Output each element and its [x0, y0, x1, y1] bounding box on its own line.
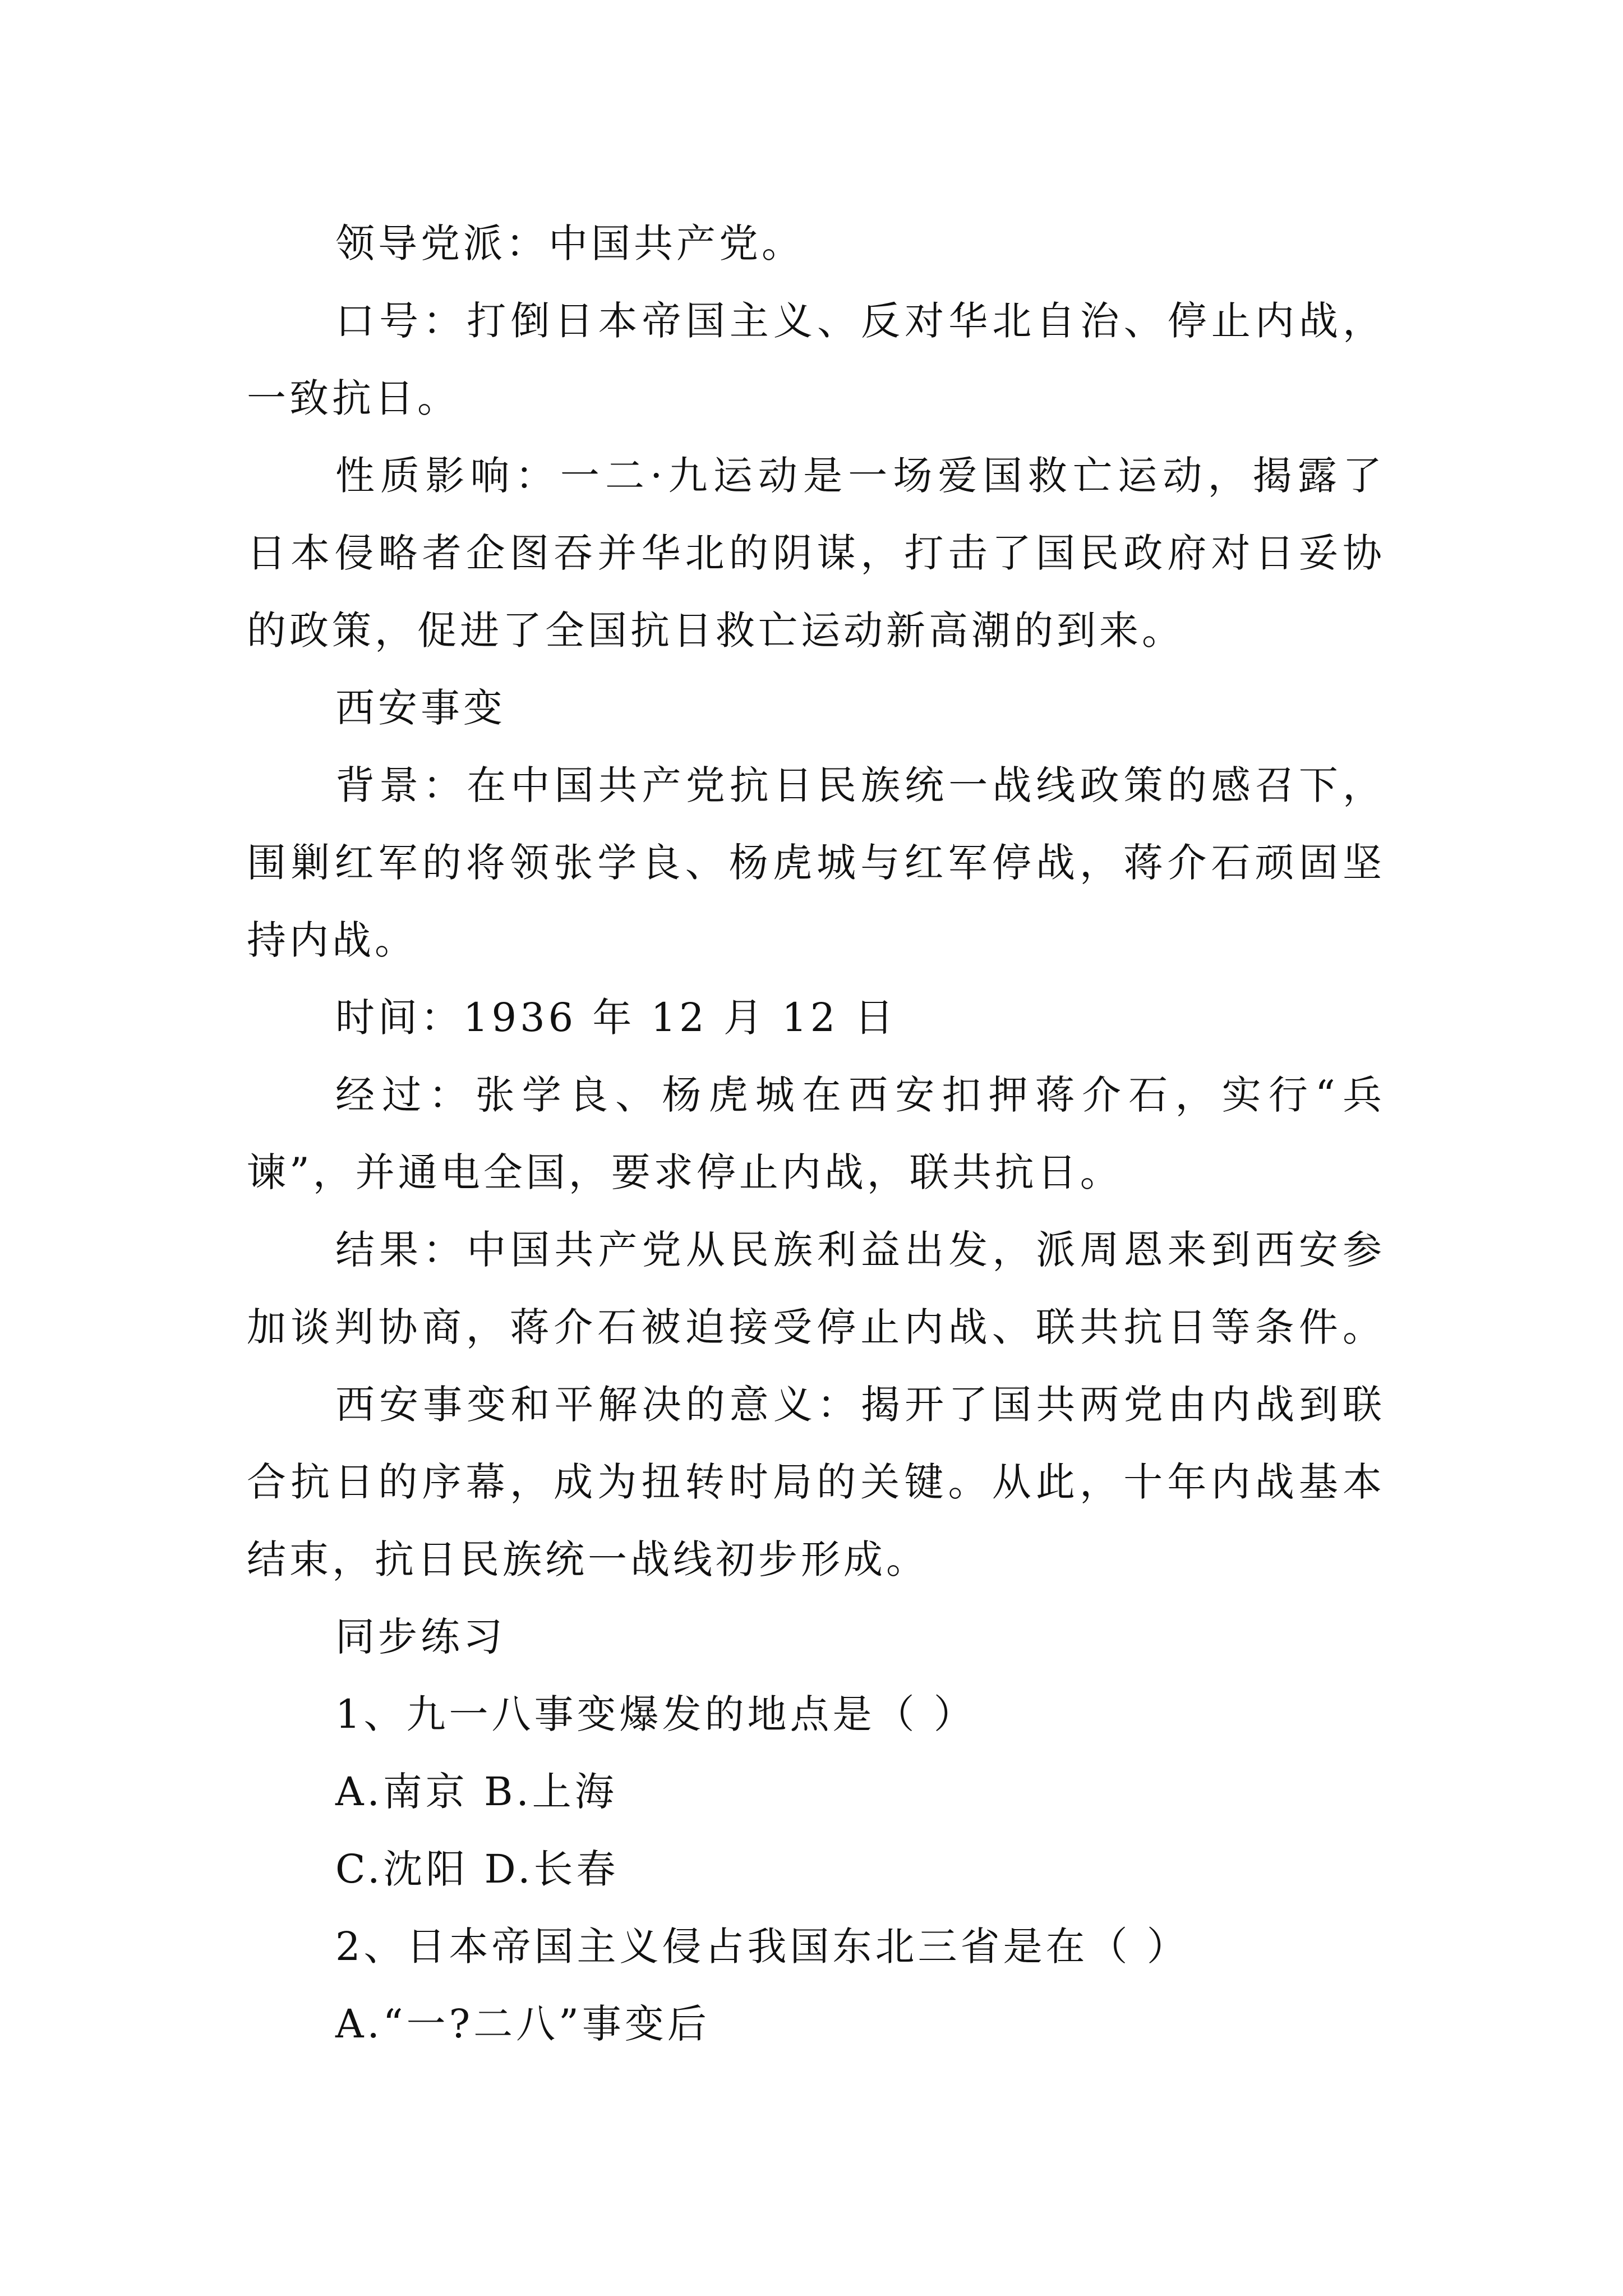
significance-line-3: 结束，抗日民族统一战线初步形成。 [247, 1536, 929, 1582]
question-1-options-cd: C.沈阳 D.长春 [335, 1846, 619, 1892]
influence-line-3: 的政策，促进了全国抗日救亡运动新高潮的到来。 [247, 608, 1184, 654]
leader-party-line: 领导党派：中国共产党。 [335, 220, 804, 266]
result-line-2: 加谈判协商，蒋介石被迫接受停止内战、联共抗日等条件。 [247, 1304, 1385, 1350]
time-line: 时间：1936 年 12 月 12 日 [335, 995, 897, 1041]
influence-line-1: 性质影响：一二·九运动是一场爱国救亡运动，揭露了 [335, 453, 1385, 499]
document-body [247, 205, 1385, 2063]
process-line-2: 谏”，并通电全国，要求停止内战，联共抗日。 [247, 1149, 1123, 1195]
background-line-3: 持内战。 [247, 917, 417, 963]
result-line-1: 结果：中国共产党从民族利益出发，派周恩来到西安参 [335, 1227, 1385, 1273]
question-2: 2、日本帝国主义侵占我国东北三省是在（ ） [335, 1924, 1189, 1970]
influence-line-2: 日本侵略者企图吞并华北的阴谋，打击了国民政府对日妥协 [247, 530, 1385, 576]
question-1: 1、九一八事变爆发的地点是（ ） [335, 1691, 976, 1737]
question-2-option-a: A.“一?二八”事变后 [335, 2001, 710, 2047]
xian-incident-heading: 西安事变 [335, 685, 506, 731]
question-1-options-ab: A.南京 B.上海 [335, 1769, 617, 1815]
slogan-line-1: 口号：打倒日本帝国主义、反对华北自治、停止内战， [335, 298, 1385, 344]
background-line-1: 背景：在中国共产党抗日民族统一战线政策的感召下， [335, 762, 1385, 808]
significance-line-1: 西安事变和平解决的意义：揭开了国共两党由内战到联 [335, 1382, 1385, 1428]
process-line-1: 经过：张学良、杨虎城在西安扣押蒋介石，实行“兵 [335, 1072, 1385, 1118]
significance-line-2: 合抗日的序幕，成为扭转时局的关键。从此，十年内战基本 [247, 1459, 1385, 1505]
slogan-line-2: 一致抗日。 [247, 375, 460, 421]
practice-heading: 同步练习 [335, 1614, 506, 1660]
background-line-2: 围剿红军的将领张学良、杨虎城与红军停战，蒋介石顽固坚 [247, 840, 1385, 886]
